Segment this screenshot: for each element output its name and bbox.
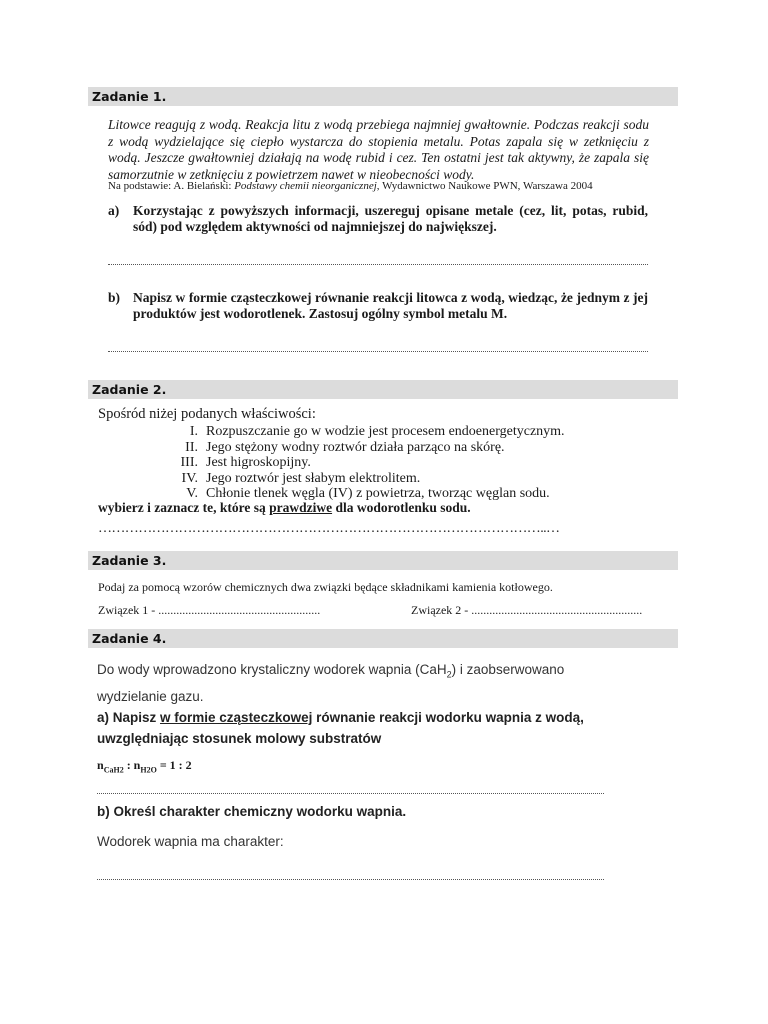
task-4a-pre: a) Napisz <box>97 710 161 725</box>
source-suffix: , Wydawnictwo Naukowe PWN, Warszawa 2004 <box>376 180 593 192</box>
task-2-properties-list <box>98 424 658 502</box>
task-1b-text: Napisz w formie cząsteczkowej równanie reakcji litowca z wodą, wiedząc, że jednym z jej produktów jest wodorotlenek. Zastosuj ogólny symbol metalu M. <box>133 290 648 321</box>
task-2-instruction <box>98 500 471 516</box>
task-4b-text: b) Określ charakter chemiczny wodorku wapnia. <box>97 804 407 819</box>
task-2-intro: Spośród niżej podanych właściwości: <box>98 406 316 422</box>
task-1-header: Zadanie 1. <box>88 87 678 106</box>
task-1a-answer-line[interactable] <box>108 264 648 265</box>
intro-part-3: wydzielanie gazu. <box>97 688 204 704</box>
task-1a-label: a) <box>108 203 120 218</box>
property-text: Chłonie tlenek węgla (IV) z powietrza, tworząc węglan sodu. <box>206 486 550 501</box>
instruction-post: dla wodorotlenku sodu. <box>332 500 471 515</box>
intro-part-2: ) i zaobserwowano <box>451 662 565 677</box>
task-1a-text: Korzystając z powyższych informacji, uszereguj opisane metale (cez, lit, potas, rubid, sód) pod względem aktywności od najmniejszej do największej. <box>133 203 648 234</box>
task-3-compound-2[interactable]: Związek 2 - ......................................................... <box>411 603 643 617</box>
task-1-passage: Litowce reagują z wodą. Reakcja litu z wodą przebiega najmniej gwałtownie. Podczas reakcji sodu z wodą wydzielające się ciepło wystarcza do stopienia metalu. Potas zapala się w zetknięciu z wodą. Jeszcze gwałtowniej działają na wodę rubid i cez. Ten ostatni jest tak aktywny, że zapala się samorzutnie w zetknięciu z powietrzem nawet w nieobecności wody. <box>108 117 649 182</box>
task-1b-label: b) <box>108 290 121 305</box>
intro-subscript: 2 <box>446 669 452 680</box>
ratio-sub-1: CaH2 <box>103 765 124 775</box>
task-2-header: Zadanie 2. <box>88 380 678 399</box>
property-num: IV. <box>181 470 198 486</box>
source-prefix: Na podstawie: A. Bielański: <box>108 180 235 192</box>
property-num: V. <box>186 486 198 501</box>
property-item[interactable] <box>98 471 658 487</box>
task-4-header: Zadanie 4. <box>88 629 678 648</box>
task-3-compound-1[interactable]: Związek 1 - ...................................................... <box>98 603 321 617</box>
task-4-molar-ratio <box>97 758 192 774</box>
source-title: Podstawy chemii nieorganicznej <box>234 180 377 192</box>
task-4-intro <box>97 659 564 707</box>
task-1b-answer-line[interactable] <box>108 351 648 352</box>
task-4a-answer-line[interactable] <box>97 793 604 794</box>
task-4a-post: równanie reakcji wodorku wapnia z wodą, <box>312 710 584 725</box>
task-4b-answer-line[interactable] <box>97 879 604 880</box>
property-num: I. <box>189 424 198 439</box>
ratio-n1: n <box>97 758 104 772</box>
task-4a-line2: uwzględniając stosunek molowy substratów <box>97 731 382 746</box>
instruction-underlined: prawdziwe <box>269 500 333 515</box>
intro-part-1: Do wody wprowadzono krystaliczny wodorek wapnia (CaH <box>97 662 447 677</box>
property-item[interactable] <box>98 440 658 456</box>
property-num: II. <box>185 439 198 455</box>
property-item[interactable] <box>98 424 658 440</box>
task-4b-answer-prompt: Wodorek wapnia ma charakter: <box>97 834 284 849</box>
ratio-sub-2: H2O <box>140 765 157 775</box>
property-text: Jego stężony wodny roztwór działa parząco na skórę. <box>206 439 505 455</box>
instruction-pre: wybierz i zaznacz te, które są <box>98 500 270 515</box>
property-item[interactable] <box>98 455 658 471</box>
task-3-text: Podaj za pomocą wzorów chemicznych dwa związki będące składnikami kamienia kotłowego. <box>98 580 553 594</box>
task-1-source <box>108 180 668 192</box>
property-num: III. <box>180 455 198 470</box>
task-3-header: Zadanie 3. <box>88 551 678 570</box>
ratio-mid: : n <box>123 758 141 772</box>
property-text: Jego roztwór jest słabym elektrolitem. <box>206 470 421 486</box>
property-text: Jest higroskopijny. <box>206 455 311 470</box>
task-2-answer-line[interactable]: ………………………………………………………………………………………..… <box>98 521 560 536</box>
ratio-end: = 1 : 2 <box>156 758 192 772</box>
task-4a-underlined: w formie cząsteczkowej <box>160 710 313 725</box>
property-text: Rozpuszczanie go w wodzie jest procesem endoenergetycznym. <box>206 424 565 439</box>
task-4a-text <box>97 707 584 749</box>
